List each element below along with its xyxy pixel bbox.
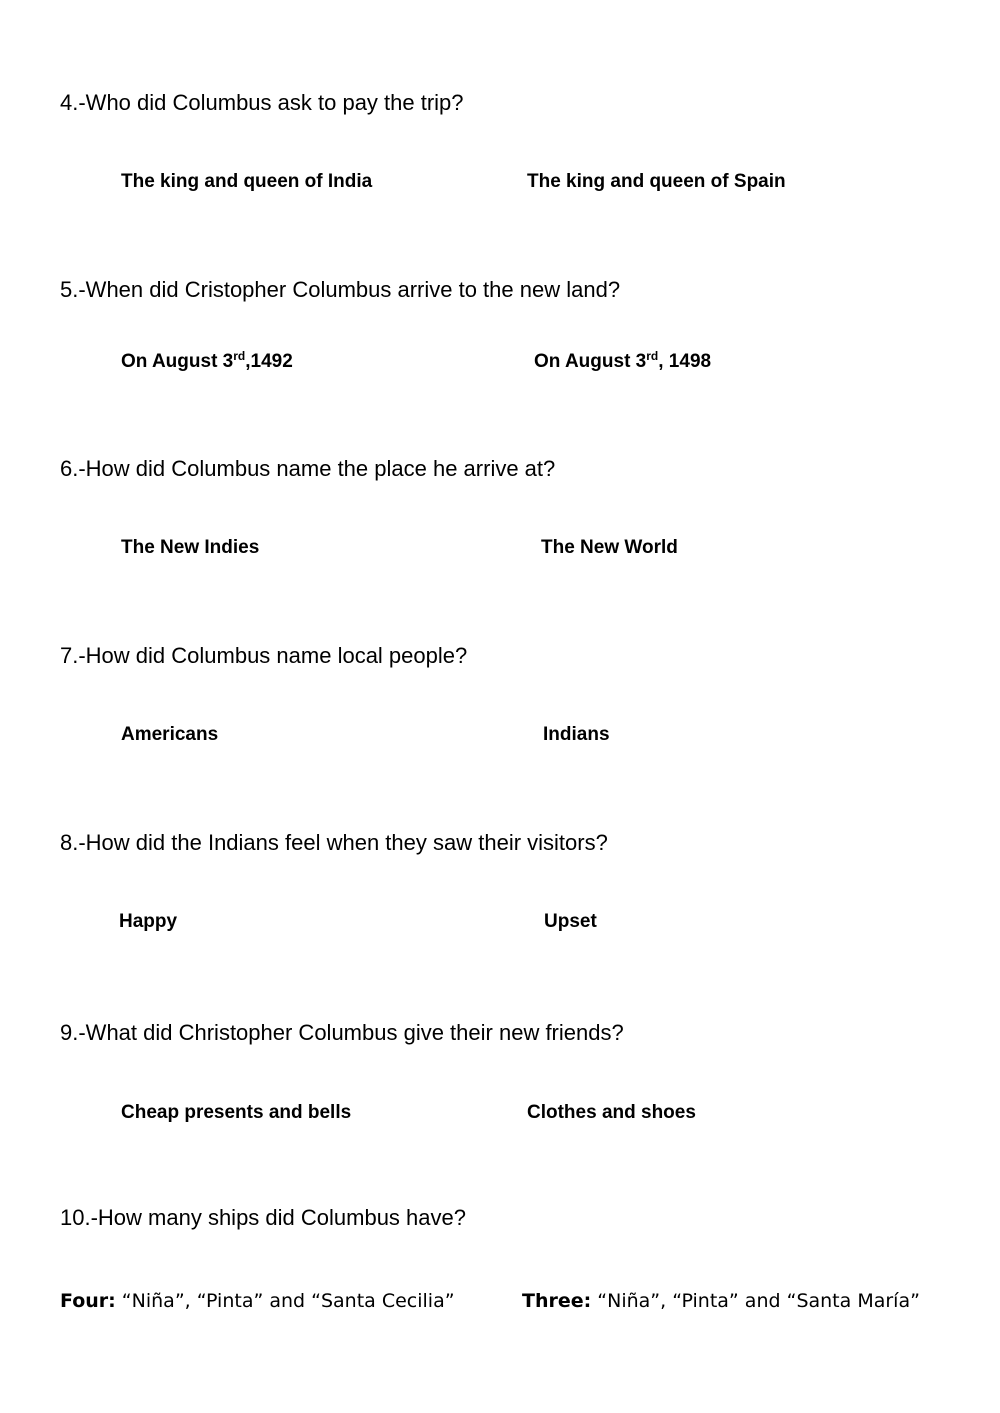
- q10-option-a-lead: Four:: [60, 1290, 116, 1312]
- q4-option-a[interactable]: The king and queen of India: [121, 171, 373, 192]
- q4-option-b[interactable]: The king and queen of Spain: [527, 171, 786, 192]
- q6-option-a[interactable]: The New Indies: [121, 537, 260, 558]
- q5-option-a[interactable]: [121, 350, 293, 374]
- q10-option-a[interactable]: [60, 1288, 455, 1314]
- q8-option-a[interactable]: Happy: [119, 911, 178, 932]
- q10-option-b-ships: “Niña”, “Pinta” and “Santa María”: [591, 1290, 920, 1312]
- q5-option-a-year: ,1492: [245, 351, 293, 372]
- q6-option-b[interactable]: The New World: [541, 537, 678, 558]
- question-4: 4.-Who did Columbus ask to pay the trip?: [60, 90, 464, 115]
- question-6: 6.-How did Columbus name the place he arrive at?: [60, 456, 556, 481]
- q5-option-a-main: On August 3: [121, 351, 234, 372]
- q5-option-b-main: On August 3: [534, 351, 647, 372]
- q5-option-b-year: , 1498: [658, 351, 712, 372]
- q5-option-a-sup: rd: [233, 349, 246, 363]
- q5-option-b[interactable]: [534, 350, 711, 374]
- q9-option-a[interactable]: Cheap presents and bells: [121, 1102, 352, 1123]
- question-8: 8.-How did the Indians feel when they saw their visitors?: [60, 830, 608, 855]
- q10-option-b[interactable]: [522, 1288, 920, 1314]
- question-7: 7.-How did Columbus name local people?: [60, 643, 468, 668]
- q5-option-b-sup: rd: [646, 349, 659, 363]
- q9-option-b[interactable]: Clothes and shoes: [527, 1102, 696, 1123]
- question-10: 10.-How many ships did Columbus have?: [60, 1205, 466, 1230]
- q7-option-a[interactable]: Americans: [121, 724, 219, 745]
- q10-option-a-ships: “Niña”, “Pinta” and “Santa Cecilia”: [115, 1290, 455, 1312]
- question-5: 5.-When did Cristopher Columbus arrive to the new land?: [60, 277, 621, 302]
- q8-option-b[interactable]: Upset: [544, 911, 597, 932]
- q10-option-b-lead: Three:: [522, 1290, 592, 1312]
- q7-option-b[interactable]: Indians: [543, 724, 610, 745]
- question-9: 9.-What did Christopher Columbus give their new friends?: [60, 1020, 624, 1045]
